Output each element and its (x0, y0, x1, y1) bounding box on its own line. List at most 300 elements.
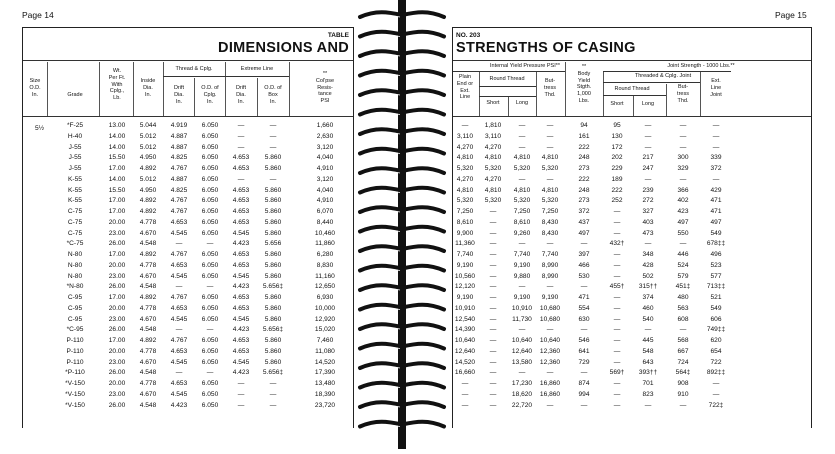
page-number-right: Page 15 (775, 10, 807, 20)
table-row (23, 316, 353, 324)
table-cell: 315†† (638, 283, 658, 291)
table-cell: 26.00 (108, 326, 126, 334)
header-joint-long: Long (641, 101, 655, 107)
table-cell: 445 (642, 337, 654, 344)
table-cell: 300 (677, 154, 689, 162)
table-cell: 20.00 (108, 380, 126, 387)
page-number-left: Page 14 (22, 10, 54, 20)
table-cell: H-40 (67, 132, 83, 140)
table-cell: 4.767 (170, 337, 188, 344)
table-cell: 273 (578, 165, 590, 172)
table-cell: 4.892 (139, 165, 157, 172)
table-cell: 4,270 (456, 143, 474, 151)
table-cell: 4.767 (170, 208, 188, 215)
table-cell: 4,270 (484, 143, 502, 151)
binding-loop-right (402, 188, 444, 193)
table-cell: 4.892 (139, 294, 157, 301)
table-cell: 4.653 (232, 261, 250, 269)
table-cell: 5.860 (264, 337, 282, 344)
table-cell: *N-80 (66, 283, 84, 291)
table-cell: C-95 (67, 304, 83, 312)
table-cell: 11,860 (315, 240, 335, 248)
header-divider (133, 62, 134, 116)
table-cell: 5.860 (264, 229, 282, 237)
table-cell: 22,720 (511, 401, 533, 409)
table-cell: 620 (710, 337, 722, 344)
table-cell: 5.860 (264, 272, 282, 280)
binding-loop-right (402, 383, 444, 388)
table-row (23, 337, 353, 345)
table-cell: 5.656 (264, 240, 282, 248)
table-cell: 10,680 (539, 304, 561, 312)
table-row (453, 305, 811, 313)
binding-loop-right (402, 266, 444, 271)
table-row (23, 219, 353, 227)
table-row (453, 176, 811, 184)
table-cell: 8,990 (541, 272, 559, 280)
table-cell: 6.050 (201, 208, 219, 215)
table-cell: — (237, 380, 245, 387)
table-cell: — (269, 390, 277, 398)
table-cell: — (269, 122, 277, 129)
table-cell: 5.860 (264, 218, 282, 226)
table-cell: 471 (710, 197, 722, 205)
table-cell: 874 (578, 380, 590, 387)
table-cell: 473 (642, 229, 654, 237)
table-row (23, 326, 353, 334)
table-cell: 667 (677, 347, 689, 355)
table-cell: 4.767 (170, 251, 188, 258)
table-cell: 4.423 (232, 369, 250, 377)
table-cell: 4.892 (139, 337, 157, 344)
table-cell: 4.670 (139, 358, 157, 366)
table-cell: — (489, 390, 497, 398)
title-rule (23, 60, 353, 61)
table-cell: N-80 (67, 251, 83, 258)
table-cell: 521 (710, 294, 722, 301)
table-row (453, 187, 811, 195)
table-cell: 366 (677, 186, 689, 194)
table-cell: 12,360 (539, 347, 561, 355)
table-cell: — (175, 240, 183, 248)
binding-loop-right (402, 32, 444, 37)
table-cell: — (613, 337, 621, 344)
header-divider (633, 96, 634, 116)
table-cell: 5.656‡ (262, 283, 284, 291)
header-weight: Wt. Per Ft. With Cplg., Lb. (108, 68, 126, 102)
table-cell: 4.887 (170, 132, 188, 140)
table-cell: — (461, 390, 469, 398)
table-cell: 5.012 (139, 143, 157, 151)
table-cell: 13.00 (108, 122, 126, 129)
table-cell: — (644, 143, 652, 151)
binding-loop-right (402, 305, 444, 310)
table-cell: 17.00 (108, 208, 126, 215)
table-row (453, 208, 811, 216)
table-cell: 6.050 (201, 165, 219, 172)
table-cell: — (644, 240, 652, 248)
table-cell: 3,110 (484, 132, 502, 140)
table-cell: 5.860 (264, 261, 282, 269)
table-cell: 502 (642, 272, 654, 280)
table-row (23, 176, 353, 184)
table-cell: 701 (642, 380, 654, 387)
table-cell: 6.050 (201, 251, 219, 258)
table-cell: — (712, 132, 720, 140)
table-cell: 4.653 (232, 251, 250, 258)
table-cell: 6,070 (316, 208, 334, 215)
table-cell: 549 (710, 229, 722, 237)
table-cell: 4.653 (232, 337, 250, 344)
table-cell: — (613, 261, 621, 269)
table-row (453, 369, 811, 377)
table-cell: — (712, 143, 720, 151)
table-row (23, 208, 353, 216)
table-cell: 4.950 (139, 186, 157, 194)
table-cell: — (679, 401, 687, 409)
table-cell: 546 (578, 337, 590, 344)
table-cell: P-110 (66, 337, 84, 344)
table-cell: 26.00 (108, 240, 126, 248)
table-cell: 548 (642, 347, 654, 355)
table-cell: 6.050 (201, 197, 219, 205)
table-cell: K-55 (68, 197, 82, 205)
table-cell: — (679, 175, 687, 183)
table-cell: 497 (710, 218, 722, 226)
table-cell: 4,810 (456, 154, 474, 162)
table-cell: — (237, 132, 245, 140)
table-cell: 5.656‡ (262, 326, 284, 334)
header-divider (99, 62, 100, 116)
table-cell: — (644, 132, 652, 140)
table-cell: 7,740 (513, 251, 531, 258)
table-cell: — (489, 240, 497, 248)
header-long: Long (515, 100, 529, 106)
table-cell: 5,320 (513, 197, 531, 205)
table-cell: 497 (578, 229, 590, 237)
table-cell: 12,540 (454, 315, 476, 323)
table-cell: 4,810 (513, 186, 531, 194)
table-cell: 722‡ (708, 401, 724, 409)
table-cell: 4.653 (170, 261, 188, 269)
table-cell: 397 (578, 251, 590, 258)
table-cell: 4,910 (316, 165, 334, 172)
group-rule (163, 76, 289, 77)
header-divider (163, 62, 164, 116)
table-cell: 10,640 (454, 337, 476, 344)
table-cell: 6.050 (201, 122, 219, 129)
table-row (23, 133, 353, 141)
table-cell: — (613, 326, 621, 334)
table-cell: 17,230 (511, 380, 533, 387)
table-cell: 530 (578, 272, 590, 280)
table-cell: 13,580 (511, 358, 533, 366)
table-cell: — (518, 122, 526, 129)
table-cell: — (580, 326, 588, 334)
table-cell: 497 (677, 218, 689, 226)
header-joint-short: Short (610, 101, 624, 107)
table-cell: 4.548 (139, 401, 157, 409)
table-cell: 14,520 (314, 358, 336, 366)
header-divider (700, 72, 701, 116)
table-title: DIMENSIONS AND (218, 40, 349, 56)
binding-spine (398, 0, 406, 449)
table-cell: — (461, 401, 469, 409)
table-cell: 2,630 (316, 132, 334, 140)
binding-loop-right (402, 363, 444, 368)
table-row (453, 316, 811, 324)
table-cell: 12,640 (454, 347, 476, 355)
table-cell: 437 (578, 218, 590, 226)
table-cell: 327 (642, 208, 654, 215)
table-row (453, 240, 811, 248)
table-cell: 5.860 (264, 165, 282, 172)
table-cell: 9,190 (513, 294, 531, 301)
table-row (23, 230, 353, 238)
table-cell: 540 (642, 315, 654, 323)
table-cell: 20.00 (108, 304, 126, 312)
table-cell: 4.548 (139, 283, 157, 291)
table-cell: *V-150 (65, 380, 85, 387)
table-cell: — (237, 122, 245, 129)
header-divider (47, 62, 48, 116)
table-cell: — (613, 304, 621, 312)
table-cell: 16,860 (539, 380, 561, 387)
table-cell: C-75 (67, 229, 83, 237)
table-cell: — (175, 283, 183, 291)
table-cell: K-55 (68, 186, 82, 194)
table-cell: — (613, 272, 621, 280)
table-cell: 272 (642, 197, 654, 205)
table-cell: — (644, 175, 652, 183)
table-cell: — (518, 369, 526, 377)
table-cell: J-55 (68, 165, 82, 172)
table-cell: — (489, 347, 497, 355)
table-cell: 8,440 (316, 218, 334, 226)
table-cell: 5,320 (484, 165, 502, 172)
table-cell: 460 (642, 304, 654, 312)
table-cell: 4.653 (170, 380, 188, 387)
table-row (453, 197, 811, 205)
table-cell: 4.653 (170, 347, 188, 355)
header-plain-end: Plain End or Ext. Line (456, 74, 474, 101)
table-cell: 823 (642, 390, 654, 398)
binding-loop-right (402, 207, 444, 212)
table-cell: 446 (677, 251, 689, 258)
table-cell: — (613, 294, 621, 301)
table-cell: — (518, 175, 526, 183)
header-rule (453, 116, 811, 117)
table-cell: 5.860 (264, 208, 282, 215)
table-row (453, 283, 811, 291)
group-rule (453, 71, 565, 72)
table-cell: 393†† (638, 369, 658, 377)
table-row (23, 273, 353, 281)
table-cell: — (206, 283, 214, 291)
table-cell: 4.545 (170, 358, 188, 366)
table-cell: 8,610 (456, 218, 474, 226)
table-cell: 455† (609, 283, 625, 291)
table-cell: 471 (710, 208, 722, 215)
table-cell: 7,460 (316, 337, 334, 344)
table-cell: 641 (578, 347, 590, 355)
table-cell: 11,080 (315, 347, 335, 355)
table-cell: 222 (578, 175, 590, 183)
table-cell: 9,260 (513, 229, 531, 237)
table-cell: 5.860 (264, 197, 282, 205)
table-cell: 563 (677, 304, 689, 312)
table-cell: 7,250 (456, 208, 474, 215)
table-row (23, 251, 353, 259)
table-cell: 643 (642, 358, 654, 366)
table-cell: 5.860 (264, 358, 282, 366)
table-cell: 6.050 (201, 186, 219, 194)
binding-loop-right (402, 129, 444, 134)
table-cell: 9,190 (513, 261, 531, 269)
table-cell: 3,120 (316, 175, 334, 183)
table-cell: 217 (642, 154, 654, 162)
header-size: Size O.D. In. (29, 78, 41, 98)
binding-loop-right (402, 51, 444, 56)
table-cell: 6.050 (201, 358, 219, 366)
table-row (453, 359, 811, 367)
table-cell: 4.778 (139, 218, 157, 226)
table-cell: 5,320 (513, 165, 531, 172)
table-cell: 5,320 (456, 197, 474, 205)
table-row (23, 380, 353, 388)
table-cell: 5.656‡ (262, 369, 284, 377)
table-cell: 4.545 (170, 229, 188, 237)
table-cell: — (712, 380, 720, 387)
table-row (23, 154, 353, 162)
table-cell: 523 (710, 261, 722, 269)
table-row (453, 219, 811, 227)
table-cell: 569† (609, 369, 625, 377)
table-cell: 4.545 (232, 272, 250, 280)
table-cell: 4.670 (139, 390, 157, 398)
table-cell: 10,910 (511, 304, 533, 312)
table-cell: — (489, 208, 497, 215)
table-cell: 273 (578, 197, 590, 205)
table-cell: 4,810 (484, 154, 502, 162)
table-cell: — (613, 347, 621, 355)
table-cell: — (613, 251, 621, 258)
table-cell: 5.012 (139, 132, 157, 140)
table-cell: 4.767 (170, 197, 188, 205)
table-cell: 678‡‡ (706, 240, 726, 248)
table-cell: — (580, 369, 588, 377)
table-cell: 4.778 (139, 380, 157, 387)
dimensions-table (22, 27, 354, 428)
table-cell: — (518, 143, 526, 151)
header-divider (666, 84, 667, 116)
table-cell: 4.778 (139, 261, 157, 269)
table-cell: 15,020 (314, 326, 336, 334)
table-cell: — (546, 132, 554, 140)
table-cell: 11,360 (455, 240, 475, 248)
table-cell: 4.653 (232, 165, 250, 172)
table-cell: 4.423 (170, 401, 188, 409)
table-cell: 429 (710, 186, 722, 194)
table-cell: 4,810 (484, 186, 502, 194)
table-cell: — (546, 143, 554, 151)
table-cell: 5.860 (264, 315, 282, 323)
size-value: 5½ (35, 125, 45, 132)
header-tc-drift: Drift Dia. In. (173, 85, 185, 105)
table-cell: 729 (578, 358, 590, 366)
table-row (453, 230, 811, 238)
table-cell: 10,640 (511, 337, 533, 344)
table-cell: 4.919 (170, 122, 188, 129)
table-cell: 7,250 (513, 208, 531, 215)
table-cell: 606 (710, 315, 722, 323)
table-cell: — (206, 326, 214, 334)
table-cell: 4.892 (139, 208, 157, 215)
table-cell: — (269, 175, 277, 183)
table-cell: 3,110 (456, 132, 474, 140)
table-cell: 630 (578, 315, 590, 323)
table-cell: — (613, 401, 621, 409)
table-row (23, 402, 353, 410)
table-row (453, 337, 811, 345)
group-rule (603, 95, 666, 96)
table-cell: 496 (710, 251, 722, 258)
table-cell: 8,430 (541, 229, 559, 237)
group-rule (603, 71, 731, 72)
table-cell: 4.653 (232, 294, 250, 301)
table-cell: 202 (611, 154, 623, 162)
header-threaded-cplg: Threaded & Cplg. Joint (634, 73, 692, 79)
table-cell: 713‡‡ (706, 283, 726, 291)
table-cell: 229 (611, 165, 623, 172)
table-cell: — (269, 401, 277, 409)
table-cell: 6,930 (316, 294, 334, 301)
table-cell: 12,640 (511, 347, 533, 355)
table-cell: 5.860 (264, 251, 282, 258)
table-cell: 14.00 (108, 175, 126, 183)
table-cell: 10,910 (454, 304, 476, 312)
table-row (23, 283, 353, 291)
table-cell: K-55 (68, 175, 82, 183)
table-cell: 4,810 (513, 154, 531, 162)
table-cell: 608 (677, 315, 689, 323)
table-cell: 4,810 (541, 186, 559, 194)
table-cell: — (546, 326, 554, 334)
table-cell: *C-75 (66, 240, 84, 248)
table-cell: 6.050 (201, 154, 219, 162)
table-cell: 4.653 (170, 218, 188, 226)
table-cell: — (518, 132, 526, 140)
table-cell: J-55 (68, 143, 82, 151)
table-label: TABLE (327, 32, 349, 39)
table-cell: 5,320 (541, 165, 559, 172)
table-cell: 6.050 (201, 337, 219, 344)
table-row (453, 251, 811, 259)
table-cell: 14.00 (108, 132, 126, 140)
table-cell: 6.050 (201, 294, 219, 301)
table-cell: 5.860 (264, 294, 282, 301)
table-cell: 4.653 (232, 218, 250, 226)
table-cell: — (489, 401, 497, 409)
binding-loop-right (402, 110, 444, 115)
table-cell: P-110 (66, 358, 84, 366)
table-cell: 12,920 (314, 315, 336, 323)
table-cell: 4.653 (232, 154, 250, 162)
table-cell: 4.670 (139, 315, 157, 323)
table-cell: 374 (642, 294, 654, 301)
table-cell: 17,390 (314, 369, 336, 377)
table-row (23, 391, 353, 399)
